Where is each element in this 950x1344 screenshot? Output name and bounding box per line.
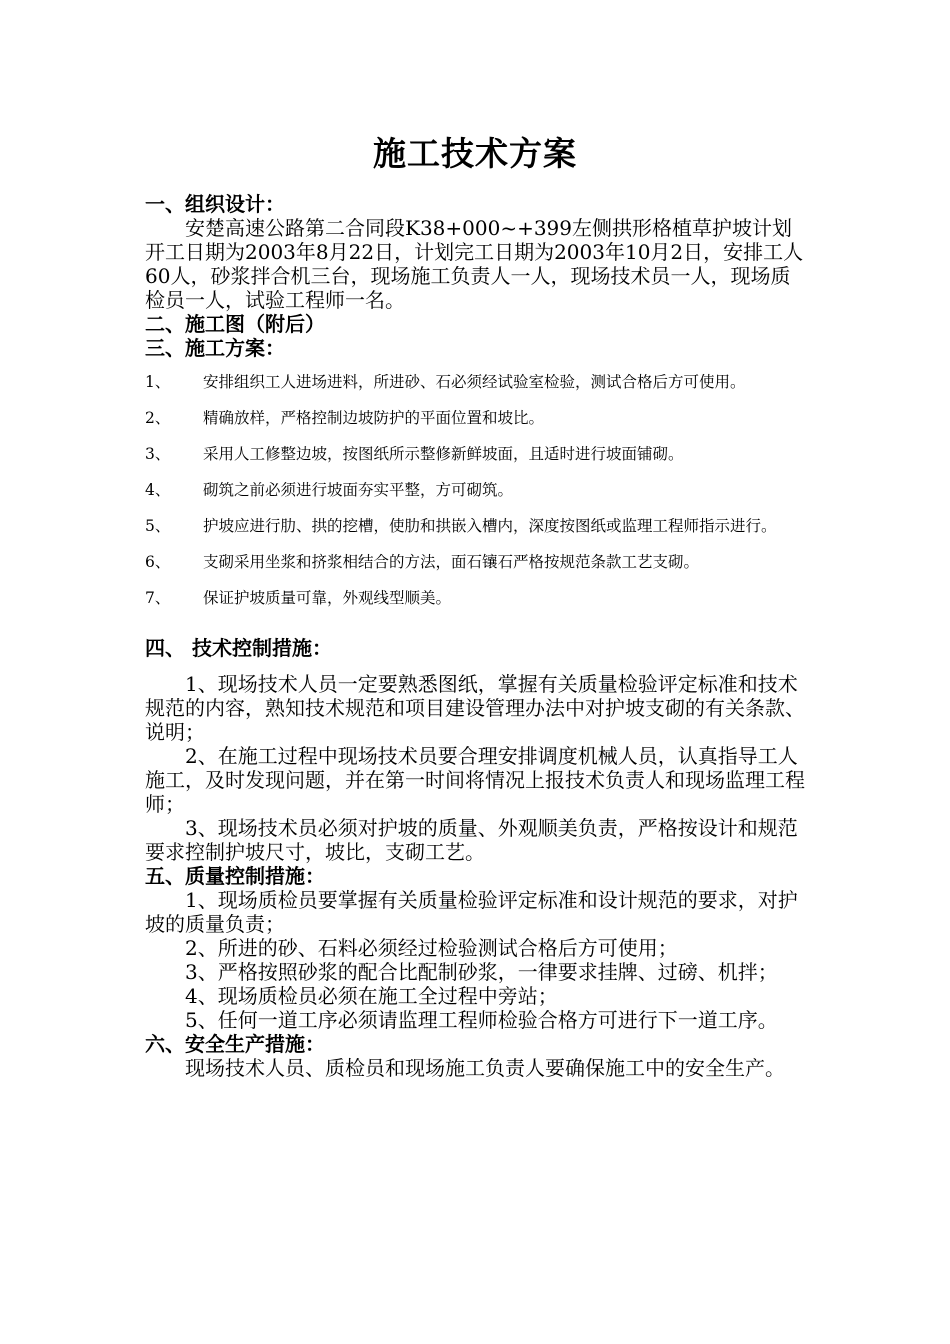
tech-paragraph: 3、现场技术员必须对护坡的质量、外观顺美负责，严格按设计和规范要求控制护坡尺寸，坡比，支砌工艺。 [145,816,798,864]
section-heading-plan: 三、施工方案： [145,336,285,360]
section-heading-drawing: 二、施工图（附后） [145,312,325,336]
list-number: 1、 [145,373,171,391]
list-item [145,508,807,544]
list-number: 6、 [145,553,171,571]
quality-paragraph: 5、任何一道工序必须请监理工程师检验合格方可进行下一道工序。 [185,1008,778,1032]
list-number: 3、 [145,445,171,463]
list-text: 支砌采用坐浆和挤浆相结合的方法，面石镶石严格按规范条款工艺支砌。 [203,553,700,571]
list-number: 2、 [145,409,171,427]
quality-paragraph: 2、所进的砂、石料必须经过检验测试合格后方可使用； [185,936,678,960]
tech-paragraph: 2、在施工过程中现场技术员要合理安排调度机械人员，认真指导工人施工，及时发现问题，并在第一时间将情况上报技术负责人和现场监理工程师； [145,744,805,816]
document-title: 施工技术方案 [373,134,577,173]
safety-paragraph: 现场技术人员、质检员和现场施工负责人要确保施工中的安全生产。 [185,1056,785,1080]
list-item [145,544,807,580]
org-paragraph: 安楚高速公路第二合同段K38+000~+399左侧拱形格植草护坡计划开工日期为2003年8月22日，计划完工日期为2003年10月2日，安排工人60人，砂浆拌合机三台，现场施工负责人一人，现场技术员一人，现场质检员一人，试验工程师一名。 [145,216,804,312]
plan-list [145,364,807,616]
section-heading-quality: 五、质量控制措施： [145,864,325,888]
list-item [145,472,807,508]
list-text: 安排组织工人进场进料，所进砂、石必须经试验室检验，测试合格后方可使用。 [203,373,746,391]
tech-paragraph: 1、现场技术人员一定要熟悉图纸，掌握有关质量检验评定标准和技术规范的内容，熟知技术规范和项目建设管理办法中对护坡支砌的有关条款、说明； [145,672,805,744]
list-text: 精确放样，严格控制边坡防护的平面位置和坡比。 [203,409,545,427]
list-text: 护坡应进行肋、拱的挖槽，使肋和拱嵌入槽内，深度按图纸或监理工程师指示进行。 [203,517,777,535]
list-item [145,580,807,616]
document-body [145,192,807,1080]
section-heading-safety: 六、安全生产措施： [145,1032,325,1056]
list-number: 4、 [145,481,171,499]
list-number: 5、 [145,517,171,535]
list-item [145,364,807,400]
list-item [145,400,807,436]
list-text: 砌筑之前必须进行坡面夯实平整，方可砌筑。 [203,481,514,499]
quality-paragraph: 1、现场质检员要掌握有关质量检验评定标准和设计规范的要求，对护坡的质量负责； [145,888,798,936]
list-text: 保证护坡质量可靠，外观线型顺美。 [203,589,452,607]
quality-paragraph: 3、严格按照砂浆的配合比配制砂浆，一律要求挂牌、过磅、机拌； [185,960,778,984]
list-text: 采用人工修整边坡，按图纸所示整修新鲜坡面，且适时进行坡面铺砌。 [203,445,684,463]
section-heading-tech: 四、 技术控制措施： [145,636,332,660]
section-heading-org: 一、组织设计： [145,192,285,216]
quality-paragraph: 4、现场质检员必须在施工全过程中旁站； [185,984,558,1008]
list-number: 7、 [145,589,171,607]
list-item [145,436,807,472]
